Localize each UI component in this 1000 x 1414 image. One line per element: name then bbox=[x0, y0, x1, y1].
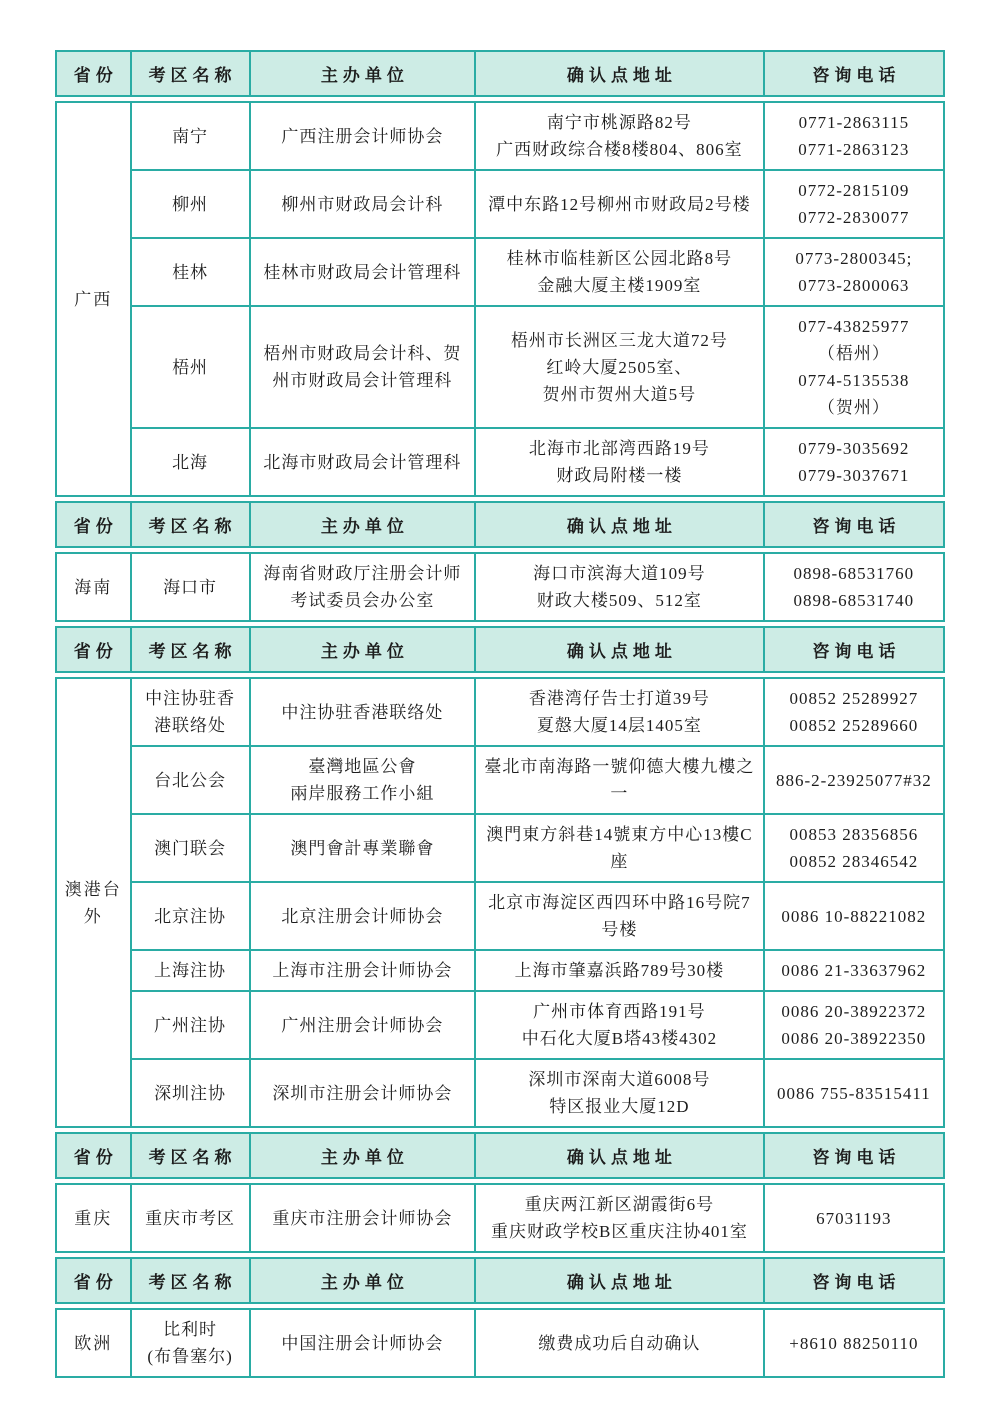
phone-cell bbox=[764, 1184, 944, 1252]
area-cell bbox=[131, 238, 250, 306]
cell-line: 南宁市桃源路82号 bbox=[546, 113, 692, 132]
cell-line: 广州注册会计师协会 bbox=[281, 1015, 444, 1035]
table-row bbox=[56, 238, 944, 306]
cell-line: 香港湾仔告士打道39号 bbox=[528, 689, 710, 708]
section-data-table bbox=[55, 1308, 945, 1378]
cell-line: 财政局附楼一楼 bbox=[556, 466, 683, 485]
column-header: 省份 bbox=[56, 1258, 131, 1303]
cell-line: 广州市体育西路191号 bbox=[533, 1002, 706, 1021]
column-header: 确认点地址 bbox=[475, 1133, 764, 1178]
cell-line: 兩岸服務工作小組 bbox=[290, 784, 435, 803]
cell-line: 广西注册会计师协会 bbox=[281, 126, 444, 146]
cell-line: 北京注协 bbox=[154, 906, 227, 926]
organizer-cell bbox=[250, 991, 476, 1059]
table-row bbox=[56, 170, 944, 238]
organizer-cell bbox=[250, 1059, 476, 1127]
cell-line: （贺州） bbox=[817, 398, 890, 417]
cell-line: 中国注册会计师协会 bbox=[281, 1333, 444, 1353]
column-header: 确认点地址 bbox=[475, 627, 764, 672]
province-cell bbox=[56, 1309, 131, 1377]
cell-line: +8610 88250110 bbox=[789, 1333, 919, 1353]
organizer-cell bbox=[250, 814, 476, 882]
cell-line: 州市财政局会计管理科 bbox=[272, 371, 453, 390]
cell-line: 重庆两江新区湖霞街6号 bbox=[524, 1195, 715, 1214]
cell-line: 上海市肇嘉浜路789号30楼 bbox=[514, 961, 725, 980]
cell-line: 67031193 bbox=[816, 1208, 892, 1228]
column-header: 确认点地址 bbox=[475, 51, 764, 96]
cell-line: 重庆 bbox=[74, 1208, 113, 1228]
cell-line: 0898-68531760 bbox=[793, 564, 915, 583]
column-header: 确认点地址 bbox=[475, 502, 764, 547]
phone-cell bbox=[764, 102, 944, 170]
column-header: 省份 bbox=[56, 627, 131, 672]
column-header: 咨询电话 bbox=[764, 1133, 944, 1178]
section-data-table bbox=[55, 1183, 945, 1253]
organizer-cell bbox=[250, 170, 476, 238]
address-cell bbox=[475, 678, 764, 746]
cell-line: 澳港台外 bbox=[64, 879, 122, 926]
section-header-row bbox=[55, 626, 945, 673]
cell-line: 北京市海淀区西四环中路16号院7号楼 bbox=[488, 893, 751, 939]
cell-line: 北海市财政局会计管理科 bbox=[263, 452, 462, 472]
area-cell bbox=[131, 170, 250, 238]
cell-line: 深圳市注册会计师协会 bbox=[272, 1083, 453, 1103]
area-cell bbox=[131, 950, 250, 991]
table-row bbox=[56, 814, 944, 882]
cell-line: 0086 755-83515411 bbox=[776, 1083, 931, 1103]
column-header: 咨询电话 bbox=[764, 51, 944, 96]
cell-line: 海南省财政厅注册会计师 bbox=[263, 564, 462, 583]
table-row bbox=[56, 678, 944, 746]
address-cell bbox=[475, 238, 764, 306]
column-header: 省份 bbox=[56, 51, 131, 96]
column-header: 主办单位 bbox=[250, 1258, 476, 1303]
address-cell bbox=[475, 1059, 764, 1127]
cell-line: 梧州市财政局会计科、贺 bbox=[263, 344, 462, 363]
cell-line: 0898-68531740 bbox=[793, 591, 915, 610]
cell-line: 00852 28346542 bbox=[789, 852, 919, 871]
phone-cell bbox=[764, 882, 944, 950]
column-header: 考区名称 bbox=[131, 502, 250, 547]
table-row bbox=[56, 306, 944, 428]
cell-line: 特区报业大厦12D bbox=[549, 1097, 690, 1116]
area-cell bbox=[131, 553, 250, 621]
cell-line: 贺州市贺州大道5号 bbox=[542, 384, 697, 404]
cell-line: 梧州 bbox=[172, 357, 209, 377]
cell-line: 澳門會計專業聯會 bbox=[290, 838, 435, 858]
province-cell bbox=[56, 102, 131, 496]
column-header: 咨询电话 bbox=[764, 502, 944, 547]
cell-line: 0771-2863115 bbox=[798, 113, 910, 132]
organizer-cell bbox=[250, 102, 476, 170]
address-cell bbox=[475, 170, 764, 238]
document-page bbox=[55, 50, 945, 1378]
cell-line: 澳門東方斜巷14號東方中心13樓C座 bbox=[486, 825, 753, 871]
cell-line: 重庆财政学校B区重庆注协401室 bbox=[490, 1222, 748, 1241]
cell-line: 0774-5135538 bbox=[798, 371, 910, 390]
cell-line: 梧州市长洲区三龙大道72号 bbox=[510, 330, 728, 350]
section-header-row bbox=[55, 501, 945, 548]
area-cell bbox=[131, 1059, 250, 1127]
cell-line: 077-43825977 bbox=[798, 317, 910, 336]
cell-line: 金融大厦主楼1909室 bbox=[537, 276, 702, 295]
organizer-cell bbox=[250, 306, 476, 428]
cell-line: 00852 25289927 bbox=[789, 689, 919, 708]
cell-line: 0779-3037671 bbox=[798, 466, 910, 485]
cell-line: 00853 28356856 bbox=[789, 825, 919, 844]
organizer-cell bbox=[250, 746, 476, 814]
cell-line: （梧州） bbox=[817, 344, 890, 363]
cell-line: 红岭大厦2505室、 bbox=[546, 357, 693, 377]
column-header: 主办单位 bbox=[250, 51, 476, 96]
cell-line: 桂林市临桂新区公园北路8号 bbox=[506, 249, 733, 268]
area-cell bbox=[131, 882, 250, 950]
section-header-row bbox=[55, 1132, 945, 1179]
column-header: 省份 bbox=[56, 1133, 131, 1178]
table-row bbox=[56, 428, 944, 496]
column-header: 咨询电话 bbox=[764, 627, 944, 672]
column-header: 考区名称 bbox=[131, 51, 250, 96]
organizer-cell bbox=[250, 238, 476, 306]
cell-line: 广州注协 bbox=[154, 1015, 227, 1035]
cell-line: 00852 25289660 bbox=[789, 716, 919, 735]
address-cell bbox=[475, 1309, 764, 1377]
organizer-cell bbox=[250, 882, 476, 950]
phone-cell bbox=[764, 553, 944, 621]
cell-line: 0086 20-38922372 bbox=[781, 1002, 927, 1021]
address-cell bbox=[475, 428, 764, 496]
section-data-table bbox=[55, 552, 945, 622]
address-cell bbox=[475, 991, 764, 1059]
address-cell bbox=[475, 950, 764, 991]
cell-line: 港联络处 bbox=[154, 716, 227, 735]
phone-cell bbox=[764, 814, 944, 882]
cell-line: 比利时 bbox=[163, 1320, 218, 1339]
cell-line: 澳门联会 bbox=[154, 838, 227, 858]
area-cell bbox=[131, 102, 250, 170]
cell-line: 海口市滨海大道109号 bbox=[533, 564, 706, 583]
cell-line: 上海市注册会计师协会 bbox=[272, 961, 453, 980]
cell-line: 柳州市财政局会计科 bbox=[281, 194, 444, 214]
province-cell bbox=[56, 553, 131, 621]
cell-line: 0086 21-33637962 bbox=[781, 961, 927, 980]
cell-line: 0771-2863123 bbox=[798, 140, 910, 159]
phone-cell bbox=[764, 1309, 944, 1377]
phone-cell bbox=[764, 170, 944, 238]
cell-line: 北京注册会计师协会 bbox=[281, 906, 444, 926]
cell-line: 0772-2815109 bbox=[798, 181, 910, 200]
section-data-table bbox=[55, 677, 945, 1128]
column-header: 考区名称 bbox=[131, 627, 250, 672]
cell-line: 0773-2800063 bbox=[798, 276, 910, 295]
phone-cell bbox=[764, 428, 944, 496]
address-cell bbox=[475, 102, 764, 170]
area-cell bbox=[131, 746, 250, 814]
address-cell bbox=[475, 1184, 764, 1252]
table-row bbox=[56, 102, 944, 170]
cell-line: 重庆市考区 bbox=[145, 1208, 236, 1228]
column-header: 主办单位 bbox=[250, 1133, 476, 1178]
cell-line: 缴费成功后自动确认 bbox=[538, 1333, 701, 1353]
province-cell bbox=[56, 678, 131, 1127]
table-row bbox=[56, 1309, 944, 1377]
phone-cell bbox=[764, 950, 944, 991]
cell-line: 北海市北部湾西路19号 bbox=[528, 439, 710, 458]
phone-cell bbox=[764, 991, 944, 1059]
cell-line: 臺北市南海路一號仰德大樓九樓之一 bbox=[484, 757, 755, 803]
column-header: 确认点地址 bbox=[475, 1258, 764, 1303]
cell-line: 中注协驻香港联络处 bbox=[281, 702, 444, 722]
cell-line: 台北公会 bbox=[154, 770, 227, 790]
phone-cell bbox=[764, 1059, 944, 1127]
province-cell bbox=[56, 1184, 131, 1252]
table-row bbox=[56, 746, 944, 814]
cell-line: 深圳市深南大道6008号 bbox=[528, 1070, 711, 1089]
cell-line: 潭中东路12号柳州市财政局2号楼 bbox=[488, 194, 751, 214]
address-cell bbox=[475, 306, 764, 428]
cell-line: (布鲁塞尔) bbox=[147, 1347, 233, 1366]
organizer-cell bbox=[250, 1184, 476, 1252]
address-cell bbox=[475, 814, 764, 882]
cell-line: 广西财政综合楼8楼804、806室 bbox=[496, 140, 743, 159]
organizer-cell bbox=[250, 950, 476, 991]
area-cell bbox=[131, 678, 250, 746]
section-header-row bbox=[55, 50, 945, 97]
cell-line: 0086 10-88221082 bbox=[781, 906, 927, 926]
cell-line: 欧洲 bbox=[74, 1333, 113, 1353]
cell-line: 桂林市财政局会计管理科 bbox=[263, 262, 462, 282]
column-header: 咨询电话 bbox=[764, 1258, 944, 1303]
cell-line: 海口市 bbox=[163, 577, 218, 597]
cell-line: 海南 bbox=[74, 577, 113, 597]
phone-cell bbox=[764, 306, 944, 428]
cell-line: 夏慤大厦14层1405室 bbox=[536, 716, 702, 735]
cell-line: 考试委员会办公室 bbox=[290, 591, 435, 610]
address-cell bbox=[475, 882, 764, 950]
section-header-row bbox=[55, 1257, 945, 1304]
cell-line: 0086 20-38922350 bbox=[781, 1029, 927, 1048]
area-cell bbox=[131, 306, 250, 428]
column-header: 考区名称 bbox=[131, 1133, 250, 1178]
column-header: 主办单位 bbox=[250, 627, 476, 672]
area-cell bbox=[131, 814, 250, 882]
column-header: 考区名称 bbox=[131, 1258, 250, 1303]
cell-line: 0779-3035692 bbox=[798, 439, 910, 458]
organizer-cell bbox=[250, 1309, 476, 1377]
table-row bbox=[56, 882, 944, 950]
table-row bbox=[56, 991, 944, 1059]
cell-line: 桂林 bbox=[172, 262, 209, 282]
cell-line: 深圳注协 bbox=[154, 1083, 227, 1103]
cell-line: 上海注协 bbox=[154, 961, 227, 980]
address-cell bbox=[475, 746, 764, 814]
phone-cell bbox=[764, 238, 944, 306]
column-header: 主办单位 bbox=[250, 502, 476, 547]
address-cell bbox=[475, 553, 764, 621]
table-row bbox=[56, 553, 944, 621]
area-cell bbox=[131, 428, 250, 496]
organizer-cell bbox=[250, 428, 476, 496]
cell-line: 中石化大厦B塔43楼4302 bbox=[521, 1029, 718, 1048]
cell-line: 北海 bbox=[172, 452, 209, 472]
section-data-table bbox=[55, 101, 945, 497]
column-header: 省份 bbox=[56, 502, 131, 547]
area-cell bbox=[131, 1184, 250, 1252]
cell-line: 重庆市注册会计师协会 bbox=[272, 1208, 453, 1228]
organizer-cell bbox=[250, 553, 476, 621]
area-cell bbox=[131, 991, 250, 1059]
cell-line: 0773-2800345; bbox=[795, 249, 913, 268]
cell-line: 柳州 bbox=[172, 194, 209, 214]
cell-line: 财政大楼509、512室 bbox=[536, 591, 702, 610]
organizer-cell bbox=[250, 678, 476, 746]
phone-cell bbox=[764, 746, 944, 814]
table-row bbox=[56, 950, 944, 991]
cell-line: 臺灣地區公會 bbox=[308, 757, 417, 776]
cell-line: 中注协驻香 bbox=[145, 689, 236, 708]
table-row bbox=[56, 1059, 944, 1127]
table-row bbox=[56, 1184, 944, 1252]
cell-line: 0772-2830077 bbox=[798, 208, 910, 227]
cell-line: 广西 bbox=[74, 289, 113, 309]
cell-line: 886-2-23925077#32 bbox=[775, 770, 932, 790]
confirmation-points-table bbox=[55, 50, 945, 1378]
cell-line: 南宁 bbox=[172, 126, 209, 146]
area-cell bbox=[131, 1309, 250, 1377]
phone-cell bbox=[764, 678, 944, 746]
